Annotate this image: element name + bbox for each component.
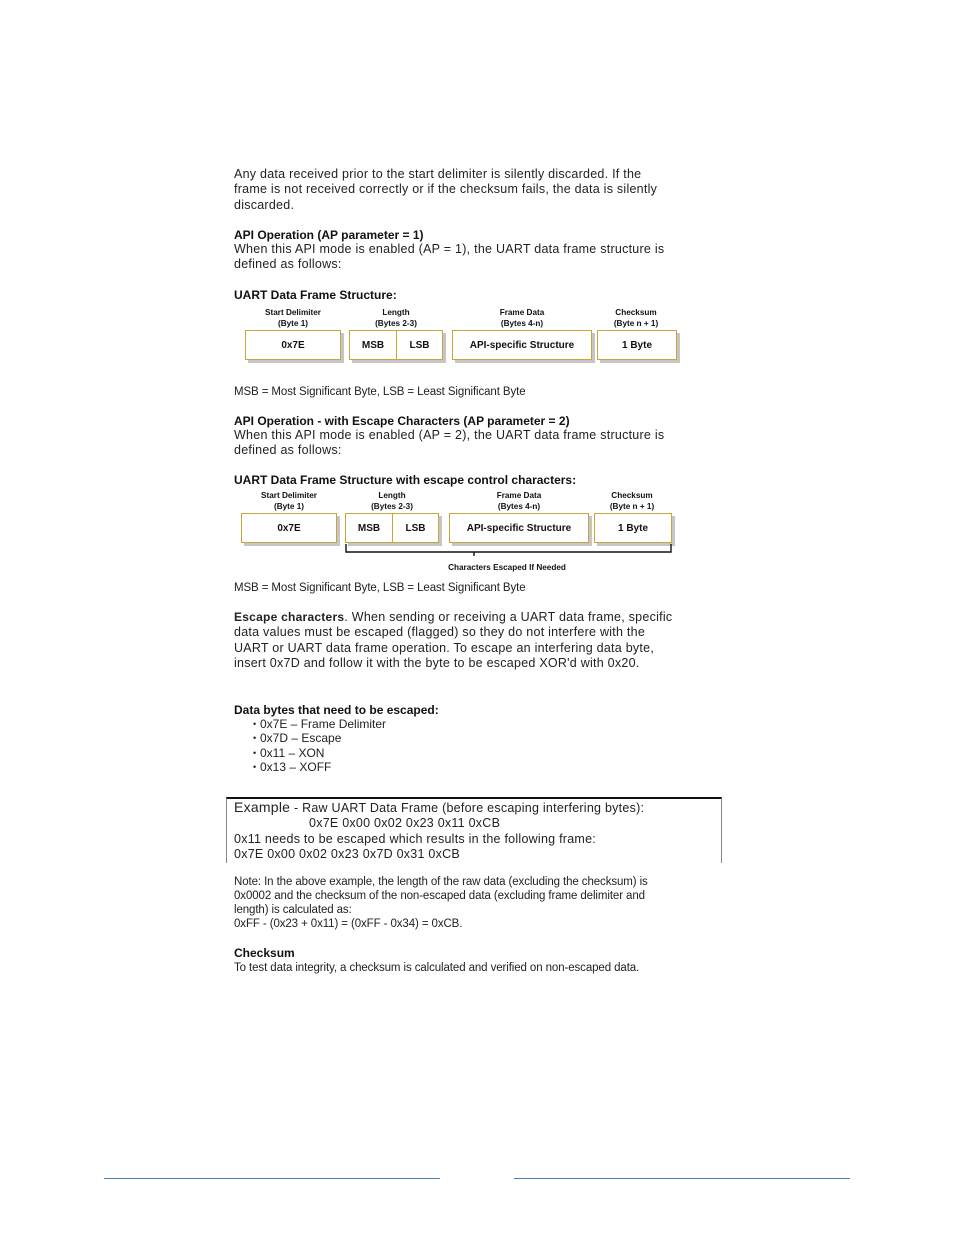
escape-term: Escape characters xyxy=(234,610,345,624)
frame1-length-box xyxy=(349,330,443,360)
api1-heading: API Operation (AP parameter = 1) xyxy=(234,228,424,242)
list-item: • 0x7E – Frame Delimiter xyxy=(253,717,386,731)
escape-paragraph xyxy=(234,610,724,672)
frame2-api-box: API-specific Structure xyxy=(449,513,589,543)
intro-paragraph xyxy=(234,167,714,213)
checksum-heading: Checksum xyxy=(234,946,295,960)
list-item: • 0x13 – XOFF xyxy=(253,760,386,774)
escape-bracket xyxy=(340,542,676,558)
example-line-1: Example - Raw UART Data Frame (before escaping interfering bytes): xyxy=(234,799,645,815)
checksum-text: To test data integrity, a checksum is calculated and verified on non-escaped data. xyxy=(234,962,640,974)
frame1-msb: MSB xyxy=(361,339,385,351)
frame2-heading: UART Data Frame Structure with escape control characters: xyxy=(234,473,577,487)
frame1-caption: MSB = Most Significant Byte, LSB = Least Significant Byte xyxy=(234,386,526,398)
frame2-label-checksum: Checksum (Byte n + 1) xyxy=(609,491,655,511)
frame1-lsb: LSB xyxy=(409,339,430,351)
frame2-checksum-box: 1 Byte xyxy=(594,513,672,543)
note-line-2: 0x0002 and the checksum of the non-escaped data (excluding frame delimiter and xyxy=(234,890,645,902)
escape-line-1: Escape characters. When sending or receiving a UART data frame, specific xyxy=(234,610,673,624)
api2-line-2: defined as follows: xyxy=(234,443,342,458)
example-line-4: 0x7E 0x00 0x02 0x23 0x7D 0x31 0xCB xyxy=(234,847,460,862)
frame1-label-length: Length (Bytes 2-3) xyxy=(375,308,417,328)
escape-line-4: insert 0x7D and follow it with the byte to be escaped XOR'd with 0x20. xyxy=(234,656,640,671)
frame1-label-frame-data: Frame Data (Bytes 4-n) xyxy=(499,308,545,328)
intro-line-2: frame is not received correctly or if the checksum fails, the data is silently xyxy=(234,182,658,197)
example-label: Example xyxy=(234,799,291,815)
example-line-3: 0x11 needs to be escaped which results in the following frame: xyxy=(234,831,596,846)
frame2-label-frame-data: Frame Data (Bytes 4-n) xyxy=(496,491,542,511)
data-bytes-heading: Data bytes that need to be escaped: xyxy=(234,703,439,717)
api1-paragraph xyxy=(234,242,714,273)
frame1-label-start: Start Delimiter (Byte 1) xyxy=(265,308,321,328)
frame2-start-box: 0x7E xyxy=(241,513,337,543)
escape-line-3: UART or UART data frame operation. To escape an interfering data byte, xyxy=(234,640,655,655)
data-bytes-list xyxy=(253,717,386,774)
escape-line-2: data values must be escaped (flagged) so they do not interfere with the xyxy=(234,625,646,640)
example-content xyxy=(234,800,720,863)
frame1-label-checksum: Checksum (Byte n + 1) xyxy=(613,308,659,328)
list-item: • 0x11 – XON xyxy=(253,746,386,760)
api2-heading: API Operation - with Escape Characters (AP parameter = 2) xyxy=(234,414,570,428)
intro-line-3: discarded. xyxy=(234,197,295,212)
list-item: • 0x7D – Escape xyxy=(253,731,386,745)
frame2-lsb: LSB xyxy=(405,522,426,534)
note-line-4: 0xFF - (0x23 + 0x11) = (0xFF - 0x34) = 0xCB. xyxy=(234,918,463,930)
frame2-label-start: Start Delimiter (Byte 1) xyxy=(261,491,317,511)
frame2-length-box xyxy=(345,513,439,543)
frame1-heading: UART Data Frame Structure: xyxy=(234,288,397,302)
frame2-msb: MSB xyxy=(357,522,381,534)
escape-bracket-label: Characters Escaped If Needed xyxy=(448,563,566,572)
intro-line-1: Any data received prior to the start delimiter is silently discarded. If the xyxy=(234,167,642,181)
api2-line-1: When this API mode is enabled (AP = 2), the UART data frame structure is xyxy=(234,428,665,442)
note-line-1: Note: In the above example, the length of the raw data (excluding the checksum) is xyxy=(234,876,648,888)
frame2-caption: MSB = Most Significant Byte, LSB = Least Significant Byte xyxy=(234,582,526,594)
frame2-label-length: Length (Bytes 2-3) xyxy=(371,491,413,511)
footer-rule-right xyxy=(514,1178,850,1179)
frame1-api-box: API-specific Structure xyxy=(452,330,592,360)
api1-line-1: When this API mode is enabled (AP = 1), the UART data frame structure is xyxy=(234,242,665,256)
note-paragraph xyxy=(234,875,724,931)
note-line-3: length) is calculated as: xyxy=(234,904,352,916)
frame1-checksum-box: 1 Byte xyxy=(597,330,677,360)
footer-rule-left xyxy=(104,1178,440,1179)
api2-paragraph xyxy=(234,428,714,459)
frame1-start-box: 0x7E xyxy=(245,330,341,360)
api1-line-2: defined as follows: xyxy=(234,257,342,272)
example-line-2: 0x7E 0x00 0x02 0x23 0x11 0xCB xyxy=(309,816,501,831)
